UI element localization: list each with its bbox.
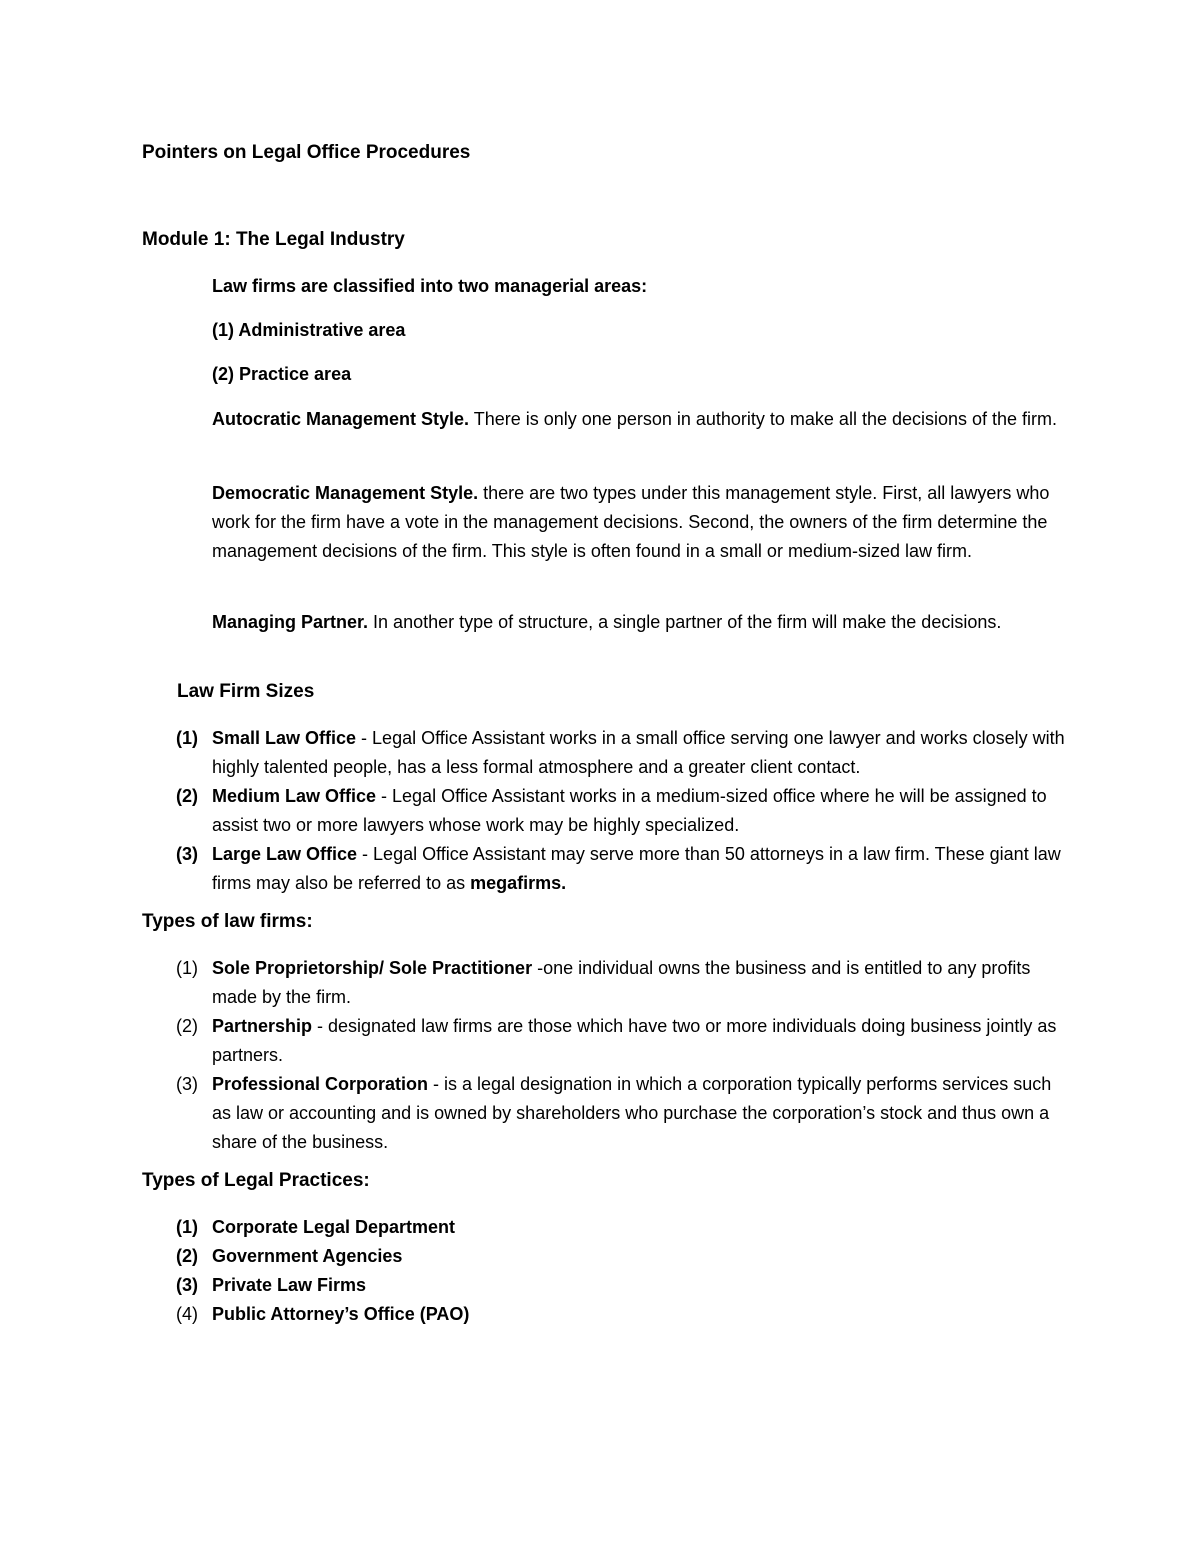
megafirms-period: .: [561, 873, 567, 893]
managing-partner-text: In another type of structure, a single partner of the firm will make the decisions.: [368, 612, 1002, 632]
sole-proprietorship-term: Sole Proprietorship/ Sole Practitioner: [212, 958, 533, 978]
list-number: (1): [176, 728, 198, 748]
law-firm-sizes-heading: Law Firm Sizes: [177, 681, 315, 702]
megafirms-term: megafirms: [470, 873, 562, 893]
list-item: [176, 954, 1066, 1012]
managing-partner-paragraph: [212, 608, 1067, 637]
practice-label: Public Attorney’s Office (PAO): [212, 1304, 470, 1324]
module-heading: Module 1: The Legal Industry: [142, 229, 405, 250]
autocratic-style-term: Autocratic Management Style.: [212, 409, 470, 429]
small-law-office-term: Small Law Office: [212, 728, 357, 748]
list-item: [176, 840, 1066, 898]
partnership-text: - designated law firms are those which have two or more individuals doing business jointly as partners.: [212, 1016, 1057, 1065]
types-of-law-firms-list: [176, 954, 1066, 1157]
large-law-office-term: Large Law Office: [212, 844, 358, 864]
practice-label: Private Law Firms: [212, 1275, 367, 1295]
list-item: [176, 1300, 1066, 1329]
managing-partner-term: Managing Partner.: [212, 612, 369, 632]
professional-corporation-text: - is a legal designation in which a corporation typically performs services such as law or accounting and is owned by shareholders who purchase the corporation’s stock and thus own a share of the business.: [212, 1074, 1052, 1152]
small-law-office-text: - Legal Office Assistant works in a small office serving one lawyer and works closely with highly talented people, has a less formal atmosphere and a greater client contact.: [212, 728, 1065, 777]
democratic-style-term: Democratic Management Style.: [212, 483, 479, 503]
list-number: (3): [176, 1275, 198, 1295]
types-of-legal-practices-list: [176, 1213, 1066, 1329]
medium-law-office-term: Medium Law Office: [212, 786, 377, 806]
list-item: [176, 1012, 1066, 1070]
list-number: (3): [176, 844, 198, 864]
managerial-areas-intro: Law firms are classified into two managerial areas:: [212, 276, 648, 296]
practice-label: Corporate Legal Department: [212, 1217, 456, 1237]
professional-corporation-term: Professional Corporation: [212, 1074, 429, 1094]
practice-label: Government Agencies: [212, 1246, 403, 1266]
list-number: (1): [176, 1217, 198, 1237]
democratic-style-paragraph: [212, 479, 1067, 566]
list-item: [176, 782, 1066, 840]
list-number: (4): [176, 1304, 198, 1324]
large-law-office-text: - Legal Office Assistant may serve more than 50 attorneys in a law firm. These giant law firms may also be referred to as: [212, 844, 1061, 893]
list-number: (3): [176, 1074, 198, 1094]
sole-proprietorship-text: -one individual owns the business and is entitled to any profits made by the firm.: [212, 958, 1031, 1007]
types-of-legal-practices-heading: Types of Legal Practices:: [142, 1170, 370, 1191]
list-number: (2): [176, 786, 198, 806]
medium-law-office-text: - Legal Office Assistant works in a medium-sized office where he will be assigned to assist two or more lawyers whose work may be highly specialized.: [212, 786, 1047, 835]
list-item: [176, 1070, 1066, 1157]
list-item: [176, 1213, 1066, 1242]
list-number: (2): [176, 1016, 198, 1036]
democratic-style-text: there are two types under this management style. First, all lawyers who work for the firm have a vote in the management decisions. Second, the owners of the firm determine the management decisions of the firm. This style is often found in a small or medium-sized law firm.: [212, 483, 1050, 561]
partnership-term: Partnership: [212, 1016, 313, 1036]
autocratic-style-text: There is only one person in authority to make all the decisions of the firm.: [469, 409, 1058, 429]
managerial-area-administrative: (1) Administrative area: [212, 320, 406, 340]
law-firm-sizes-list: [176, 724, 1066, 898]
list-number: (1): [176, 958, 198, 978]
list-item: [176, 1271, 1066, 1300]
document-title: Pointers on Legal Office Procedures: [142, 142, 471, 163]
types-of-law-firms-heading: Types of law firms:: [142, 911, 313, 932]
list-number: (2): [176, 1246, 198, 1266]
list-item: [176, 1242, 1066, 1271]
autocratic-style-paragraph: [212, 405, 1067, 434]
list-item: [176, 724, 1066, 782]
managerial-area-practice: (2) Practice area: [212, 364, 352, 384]
